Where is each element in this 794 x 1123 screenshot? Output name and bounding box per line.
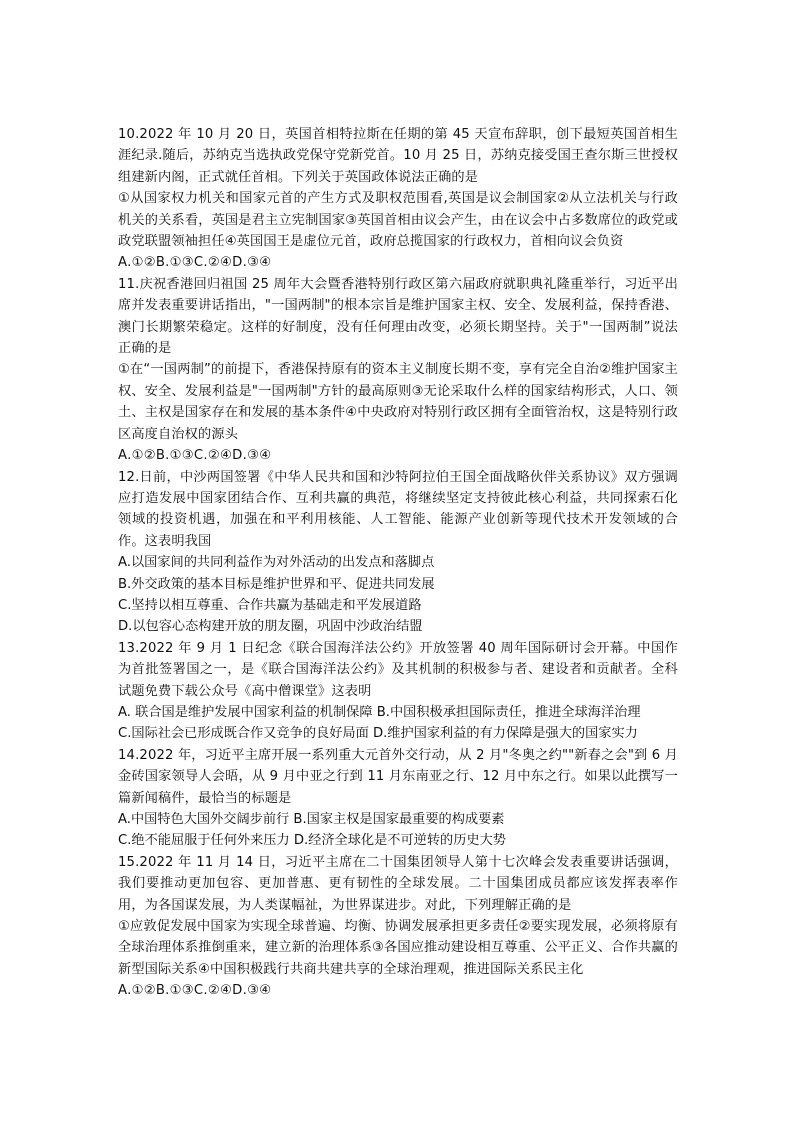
option-line-ab: A.中国特色大国外交阔步前行 B.国家主权是国家最重要的构成要素 [118, 812, 505, 827]
question-11 [118, 274, 678, 467]
question-15 [118, 852, 678, 1002]
option-line-cd: C.国际社会已形成既合作又竞争的良好局面 D.维护国家利益的有力保障是强大的国家实力 [118, 726, 638, 742]
question-14 [118, 745, 678, 852]
question-12 [118, 467, 678, 638]
question-stem: 13.2022 年 9 月 1 日纪念《联合国海洋法公约》开放签署 40 周年国际研讨会开幕。中国作为首批签署国之一，是《联合国海洋法公约》及其机制的积极参与者、建设者和贡献者。全科试题免费下载公众号《高中僧课堂》这表明 [118, 640, 678, 699]
question-stem: 11.庆祝香港回归祖国 25 周年大会暨香港特别行政区第六届政府就职典礼隆重举行，习近平出席并发表重要讲话指出，"一国两制"的根本宗旨是维护国家主权、安全、发展利益，保持香港、澳门长期繁荣稳定。这样的好制度，没有任何理由改变，必须长期坚持。关于"一国两制”说法正确的是 [118, 276, 678, 357]
question-statements: ①在“一国两制”的前提下，香港保持原有的资本主义制度长期不变，享有完全自治②维护国家主权、安全、发展利益是"一国两制"方针的最高原则③无论采取什么样的国家结构形式，人口、领土、主权是国家存在和发展的基本条件④中央政府对特别行政区拥有全面管治权，这是特别行政区高度自治权的源头 [118, 362, 678, 442]
option-b: B.外交政策的基本目标是维护世界和平、促进共同发展 [118, 576, 435, 592]
option-line-cd: C.绝不能屈服于任何外来压力 D.经济全球化是不可逆转的历史大势 [118, 833, 506, 849]
question-13 [118, 638, 678, 745]
option-line-ab: A. 联合国是维护发展中国家利益的机制保障 B.中国积极承担国际责任，推进全球海洋治理 [118, 704, 641, 720]
question-stem: 15.2022 年 11 月 14 日，习近平主席在二十国集团领导人第十七次峰会发表重要讲话强调，我们要推动更加包容、更加普惠、更有韧性的全球发展。二十国集团成员都应该发挥表率作用，为各国谋发展，为人类谋幅祉，为世界谋进步。对此，下列理解正确的是 [118, 854, 678, 913]
question-stem: 14.2022 年，习近平主席开展一系列重大元首外交行动，从 2 月"冬奥之约""新春之会"到 6 月金砖国家领导人会晤，从 9 月中亚之行到 11 月东南亚之行、12 月中东之行。如果以此撰写一篇新闻稿件，最恰当的标题是 [118, 747, 678, 806]
question-statements: ①从国家权力机关和国家元首的产生方式及职权范围看,英国是议会制国家②从立法机关与行政机关的关系看，英国是君主立宪制国家③英国首相由议会产生，由在议会中占多数席位的政党或政党联盟领袖担任④英国国王是虚位元首，政府总揽国家的行政权力，首相向议会负资 [118, 191, 678, 250]
question-list [118, 124, 678, 1002]
question-statements: ①应敦促发展中国家为实现全球普遍、均衡、协调发展承担更多责任②要实现发展，必须将原有全球治理体系推倒重来，建立新的治理体系③各国应推动建设相互尊重、公平正义、合作共赢的新型国际关系④中国积极践行共商共建共享的全球治理观，推进国际关系民主化 [118, 919, 678, 977]
option-c: C.坚持以相互尊重、合作共赢为基础走和平发展道路 [118, 597, 422, 613]
option-d: D.以包容心态构建开放的朋友圈，巩固中沙政治结盟 [118, 619, 423, 635]
option-a: A.以国家间的共同利益作为对外活动的出发点和落脚点 [118, 555, 435, 571]
question-options: A.①②B.①③C.②④D.③④ [118, 255, 272, 271]
question-options: A.①②B.①③C.②④D.③④ [118, 448, 272, 464]
question-10 [118, 124, 678, 274]
question-options: A.①②B.①③C.②④D.③④ [118, 983, 272, 999]
question-stem: 12.日前，中沙两国签署《中华人民共和国和沙特阿拉伯王国全面战略伙伴关系协议》双方强调应打造发展中国家团结合作、互利共赢的典范，将继续坚定支持彼此核心利益，共同探索石化领域的投资机遇，加强在和平利用核能、人工智能、能源产业创新等现代技术开发领域的合作。这表明我国 [118, 469, 678, 549]
question-stem: 10.2022 年 10 月 20 日，英国首相特拉斯在任期的第 45 天宣布辞职，创下最短英国首相生涯纪录.随后，苏纳克当选执政党保守党新党首。10 月 25 日，苏纳克接受国王查尔斯三世授权组建新内阁，正式就任首相。下列关于英国政体说法正确的是 [118, 127, 678, 185]
